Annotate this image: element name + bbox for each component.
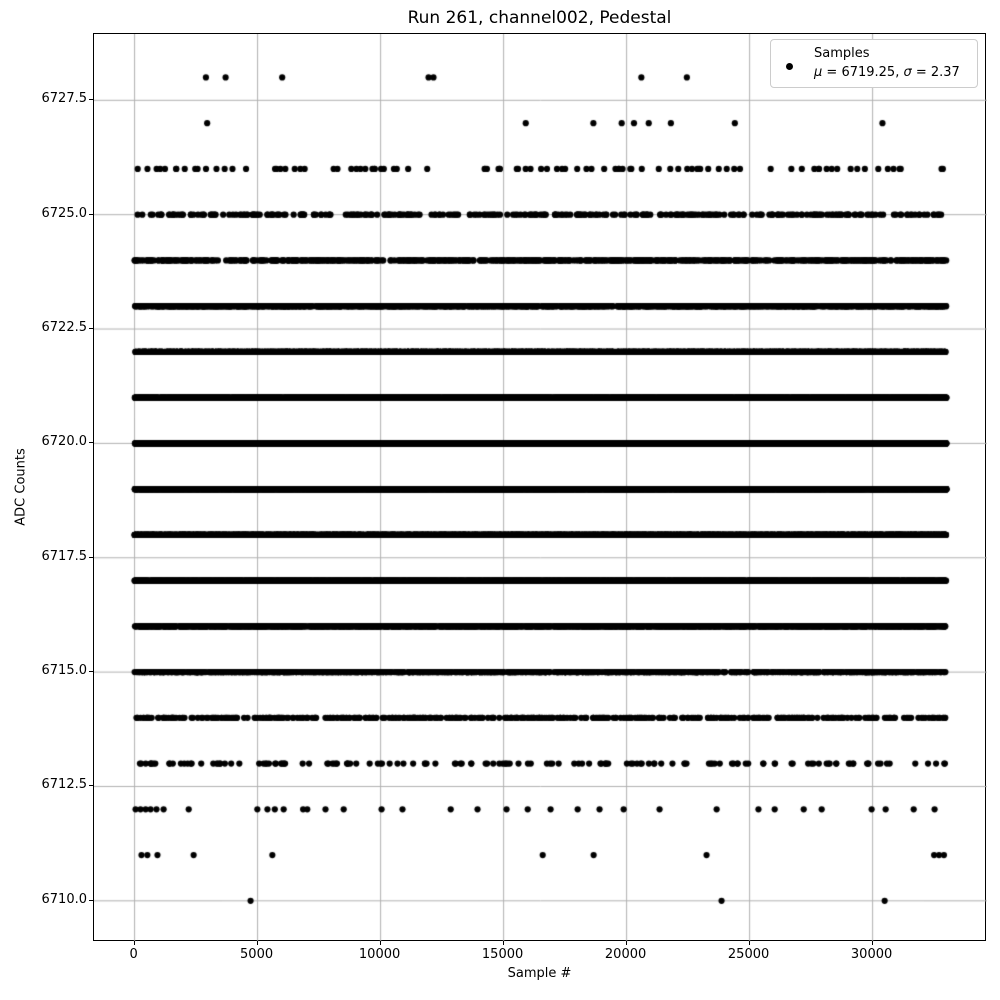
sigma-symbol: σ (903, 65, 912, 80)
y-tick-label: 6712.5 (41, 777, 87, 793)
x-tick-label: 20000 (604, 947, 647, 962)
mu-symbol: μ (814, 65, 823, 80)
y-tick-label: 6727.5 (41, 91, 87, 107)
legend-text (814, 44, 960, 82)
y-tick-label: 6720.0 (41, 434, 87, 450)
mu-value: = 6719.25, (822, 65, 904, 80)
y-tick-mark (89, 214, 93, 215)
y-tick-mark (89, 328, 93, 329)
x-tick-label: 15000 (481, 947, 524, 962)
x-tick-mark (134, 941, 135, 945)
y-tick-label: 6715.0 (41, 663, 87, 679)
scatter-canvas (94, 34, 987, 942)
legend (770, 39, 978, 88)
x-tick-label: 10000 (358, 947, 401, 962)
y-tick-label: 6722.5 (41, 320, 87, 336)
x-tick-mark (749, 941, 750, 945)
x-tick-mark (257, 941, 258, 945)
y-tick-label: 6717.5 (41, 548, 87, 564)
x-tick-mark (626, 941, 627, 945)
x-tick-label: 30000 (850, 947, 893, 962)
x-axis-label: Sample # (507, 966, 572, 981)
y-tick-mark (89, 900, 93, 901)
x-tick-mark (503, 941, 504, 945)
y-tick-mark (89, 442, 93, 443)
chart-title: Run 261, channel002, Pedestal (407, 8, 672, 28)
y-axis-label: ADC Counts (13, 448, 29, 526)
legend-stats (814, 63, 960, 82)
x-tick-mark (380, 941, 381, 945)
y-tick-label: 6710.0 (41, 891, 87, 907)
y-tick-mark (89, 671, 93, 672)
x-tick-label: 5000 (240, 947, 274, 962)
sigma-value: = 2.37 (911, 65, 960, 80)
y-tick-mark (89, 557, 93, 558)
x-tick-label: 0 (129, 947, 138, 962)
x-tick-label: 25000 (727, 947, 770, 962)
y-tick-label: 6725.0 (41, 205, 87, 221)
y-tick-mark (89, 785, 93, 786)
legend-marker-dot (786, 63, 793, 70)
x-tick-mark (872, 941, 873, 945)
plot-area (93, 33, 986, 941)
y-tick-mark (89, 99, 93, 100)
legend-label-samples: Samples (814, 46, 870, 61)
